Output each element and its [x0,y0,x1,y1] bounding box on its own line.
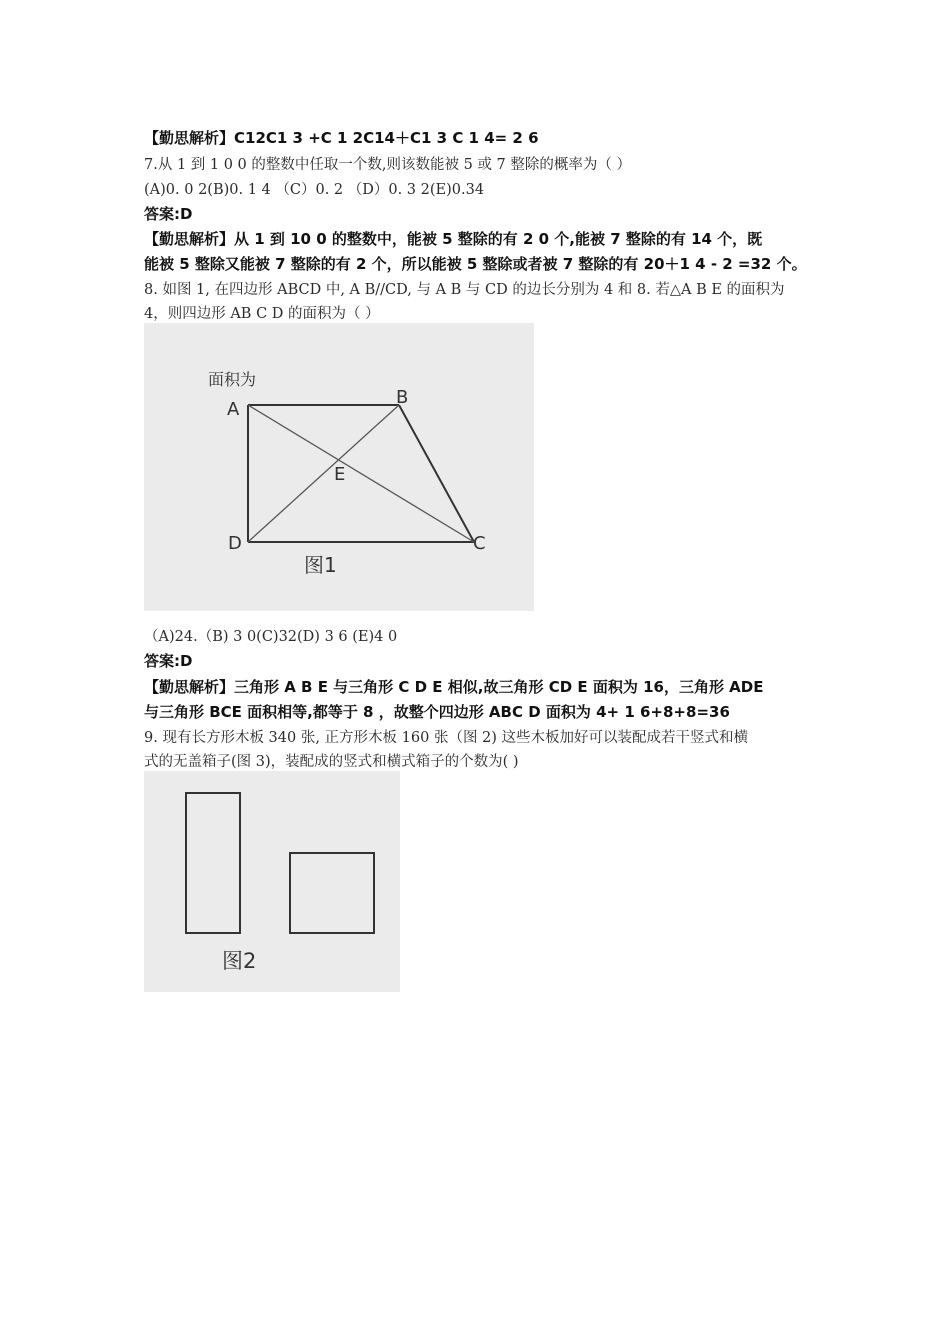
question-9-line1: 9. 现有长方形木板 340 张, 正方形木板 160 张（图 2) 这些木板加好可以装配成若干竖式和横 [144,730,749,746]
vertex-b-label: B [396,387,409,408]
analysis-q6: 【勤思解析】C12C1 3 +C 1 2C14＋C1 3 C 1 4= 2 6 [144,129,539,147]
analysis-7-line1: 【勤思解析】从 1 到 10 0 的整数中，能被 5 整除的有 2 0 个,能被 7 整除的有 14 个，既 [144,230,763,248]
answer-7: 答案:D [144,205,193,223]
answer-8: 答案:D [144,652,193,670]
figure-1-caption: 图1 [304,553,337,577]
question-8-options: （A)24.（B) 3 0(C)32(D) 3 6 (E)4 0 [144,629,398,645]
figure-1-photo [144,323,534,611]
question-7: 7.从 1 到 1 0 0 的整数中任取一个数,则该数能被 5 或 7 整除的概率为（ ） [144,157,631,173]
figure-2-caption: 图2 [222,949,257,973]
figure-1-note: 面积为 [208,370,257,389]
point-e-label: E [334,464,346,485]
figure-2-photo [144,771,400,992]
vertex-c-label: C [473,533,486,554]
question-7-options: (A)0. 0 2(B)0. 1 4 （C）0. 2 （D）0. 3 2(E)0.34 [144,182,485,198]
question-9-line2: 式的无盖箱子(图 3)，装配成的竖式和横式箱子的个数为( ) [144,754,519,770]
question-8-line2: 4，则四边形 AB C D 的面积为（ ） [144,306,380,322]
vertex-a-label: A [227,399,240,420]
analysis-8-line1: 【勤思解析】三角形 A B E 与三角形 C D E 相似,故三角形 CD E 面积为 16，三角形 ADE [144,678,764,696]
analysis-7-line2: 能被 5 整除又能被 7 整除的有 2 个，所以能被 5 整除或者被 7 整除的有 20＋1 4 - 2 =32 个。 [144,255,807,273]
vertex-d-label: D [228,533,242,554]
question-8-line1: 8. 如图 1, 在四边形 ABCD 中, A B//CD, 与 A B 与 CD 的边长分别为 4 和 8. 若△A B E 的面积为 [144,282,785,298]
analysis-8-line2: 与三角形 BCE 面积相等,都等于 8 ，故整个四边形 ABC D 面积为 4+ 1 6+8+8=36 [144,703,730,721]
